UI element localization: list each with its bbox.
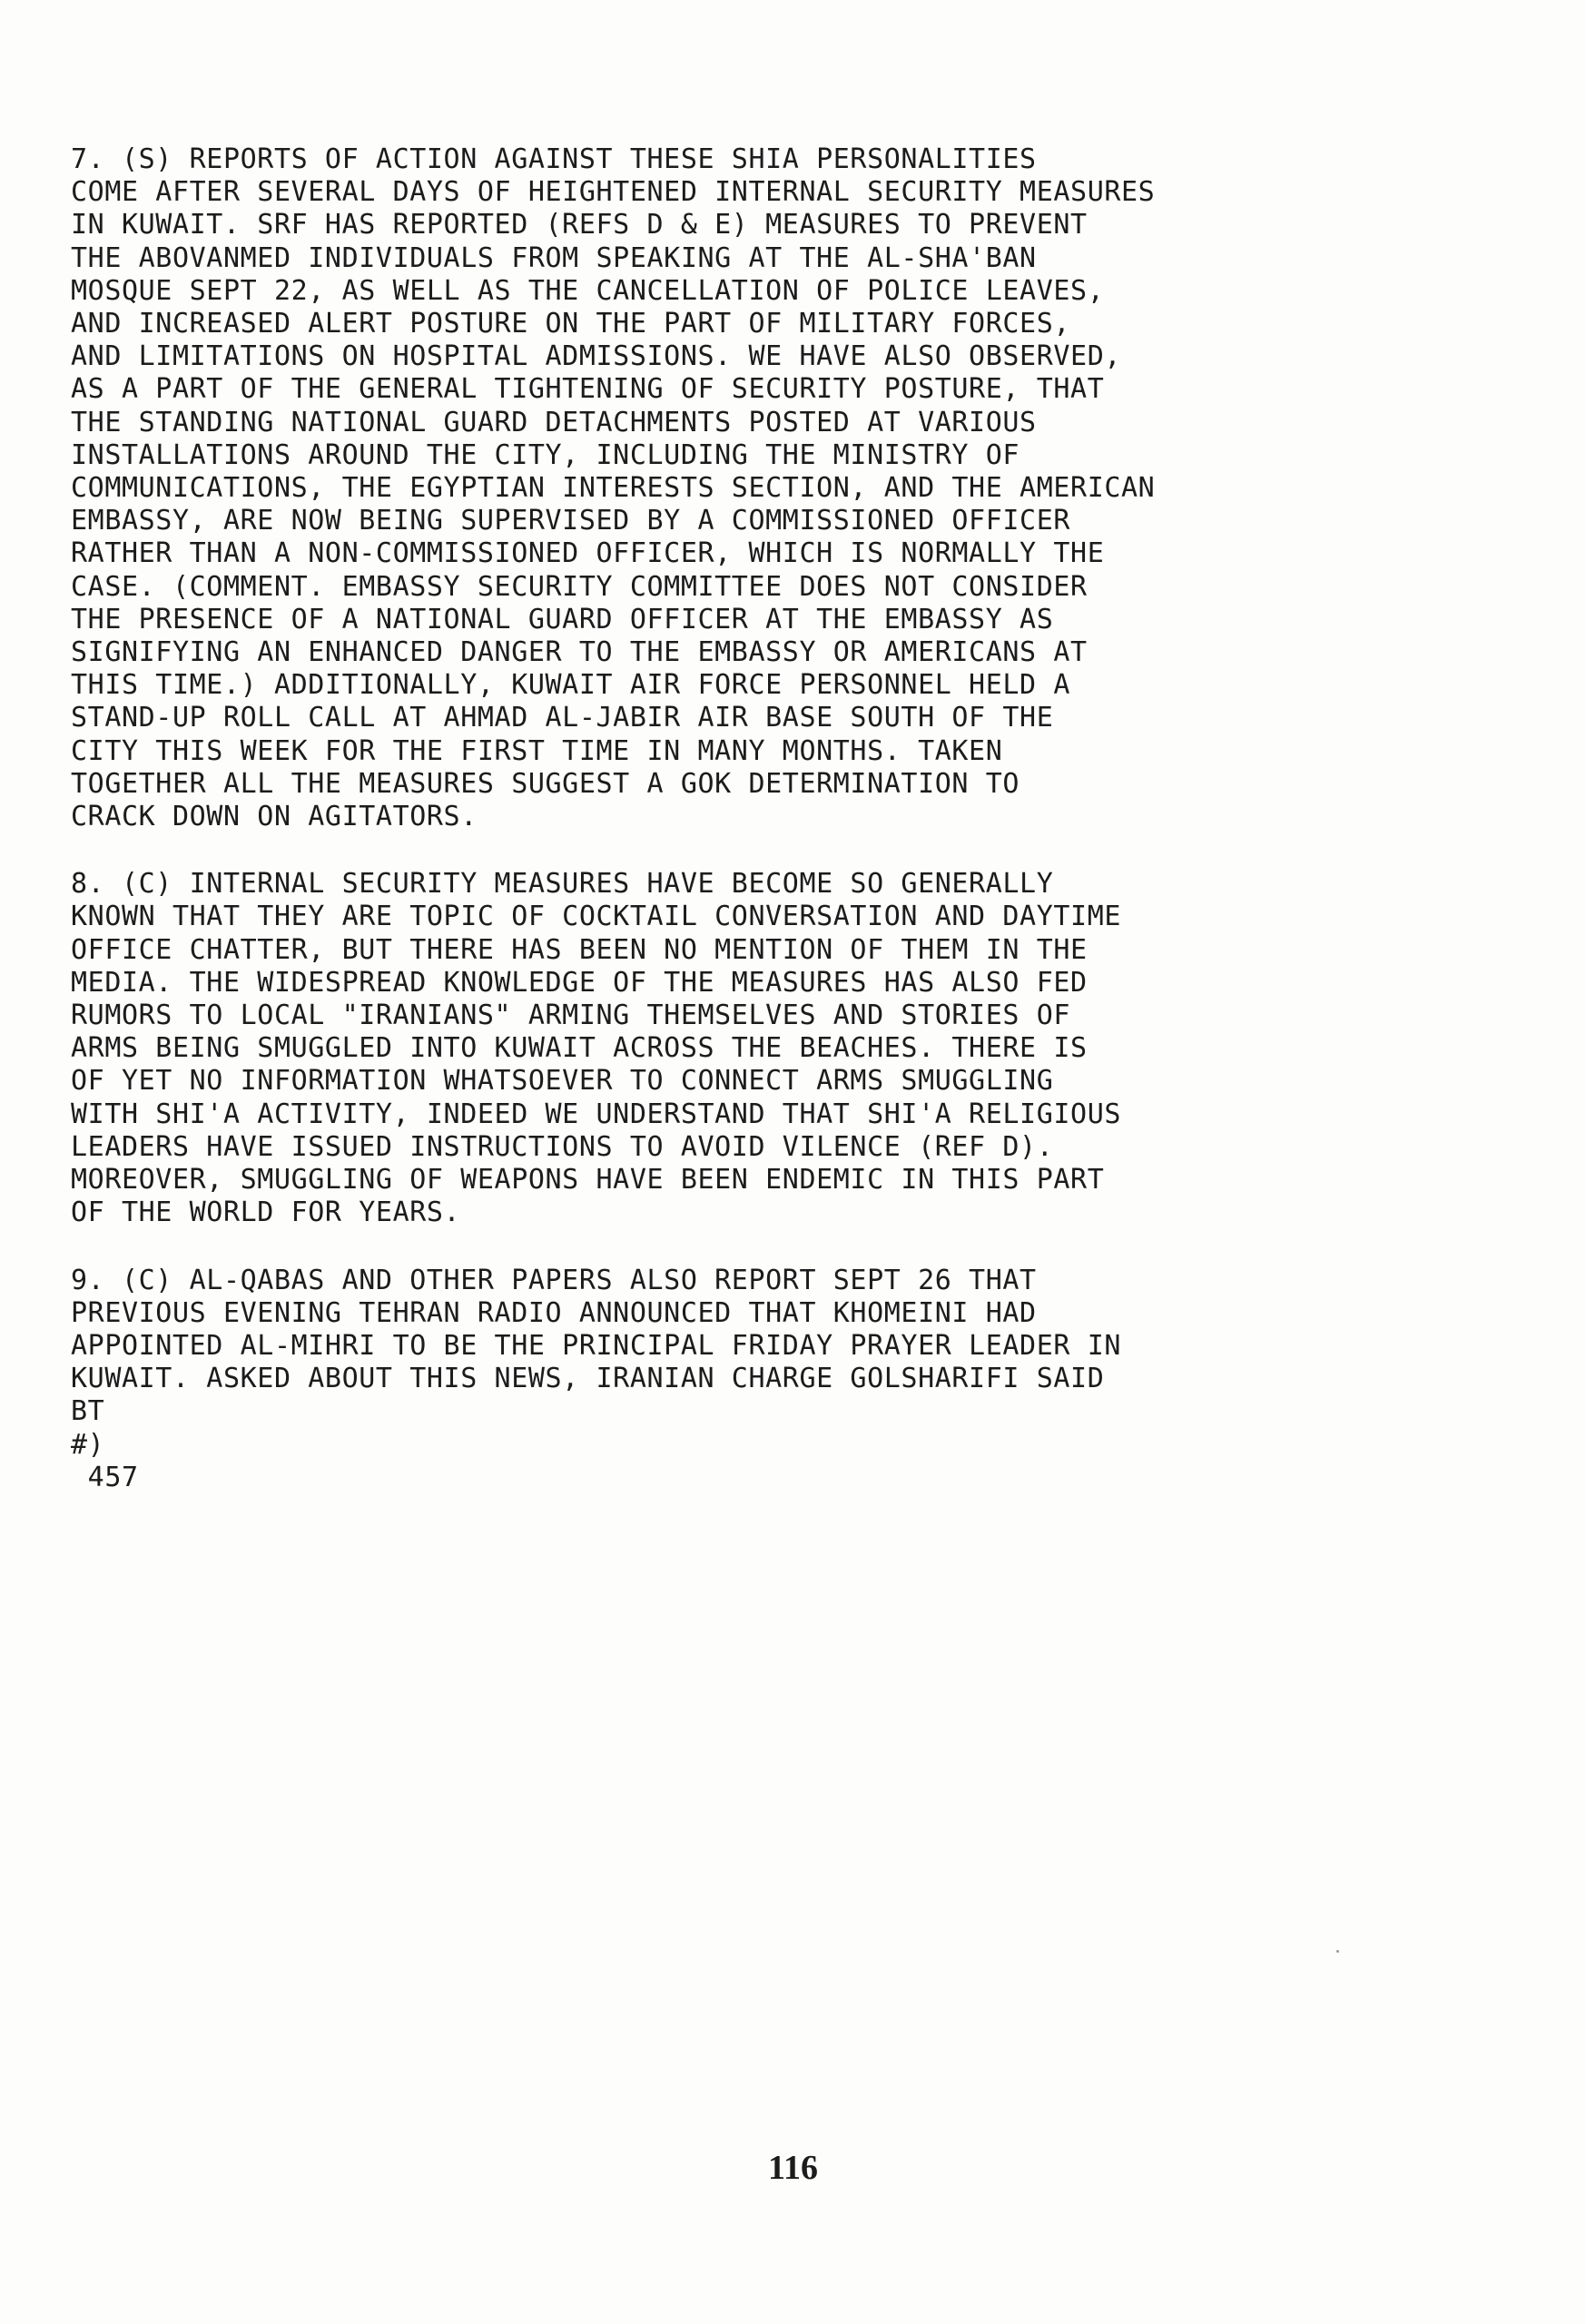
paragraph-spacer xyxy=(71,1230,1369,1265)
text-line: EMBASSY, ARE NOW BEING SUPERVISED BY A COMMISSIONED OFFICER xyxy=(71,505,1071,537)
text-line: STAND-UP ROLL CALL AT AHMAD AL-JABIR AIR BASE SOUTH OF THE xyxy=(71,702,1054,734)
text-line: MOSQUE SEPT 22, AS WELL AS THE CANCELLATION OF POLICE LEAVES, xyxy=(71,274,1105,307)
text-line: RUMORS TO LOCAL "IRANIANS" ARMING THEMSELVES AND STORIES OF xyxy=(71,1000,1071,1032)
trailer-line: 457 xyxy=(71,1461,139,1493)
cable-trailer xyxy=(71,1395,1369,1494)
text-line: WITH SHI'A ACTIVITY, INDEED WE UNDERSTAND THAT SHI'A RELIGIOUS xyxy=(71,1098,1122,1130)
text-line: ARMS BEING SMUGGLED INTO KUWAIT ACROSS THE BEACHES. THERE IS xyxy=(71,1032,1088,1065)
text-line: PREVIOUS EVENING TEHRAN RADIO ANNOUNCED THAT KHOMEINI HAD xyxy=(71,1296,1037,1329)
text-line: RATHER THAN A NON-COMMISSIONED OFFICER, WHICH IS NORMALLY THE xyxy=(71,537,1105,570)
trailer-line: BT xyxy=(71,1395,105,1428)
text-line: 8. (C) INTERNAL SECURITY MEASURES HAVE BECOME SO GENERALLY xyxy=(71,868,1054,901)
text-line: COME AFTER SEVERAL DAYS OF HEIGHTENED INTERNAL SECURITY MEASURES xyxy=(71,176,1156,209)
text-line: INSTALLATIONS AROUND THE CITY, INCLUDING THE MINISTRY OF xyxy=(71,438,1020,471)
text-line: THE STANDING NATIONAL GUARD DETACHMENTS POSTED AT VARIOUS xyxy=(71,406,1037,438)
paragraph-9 xyxy=(71,1265,1369,1396)
text-line: CASE. (COMMENT. EMBASSY SECURITY COMMITTEE DOES NOT CONSIDER xyxy=(71,570,1088,603)
text-line: AND INCREASED ALERT POSTURE ON THE PART OF MILITARY FORCES, xyxy=(71,308,1071,340)
text-line: THE PRESENCE OF A NATIONAL GUARD OFFICER AT THE EMBASSY AS xyxy=(71,603,1054,635)
text-line: LEADERS HAVE ISSUED INSTRUCTIONS TO AVOID VILENCE (REF D). xyxy=(71,1130,1054,1163)
text-line: 9. (C) AL-QABAS AND OTHER PAPERS ALSO REPORT SEPT 26 THAT xyxy=(71,1264,1037,1296)
text-line: THE ABOVANMED INDIVIDUALS FROM SPEAKING AT THE AL-SHA'BAN xyxy=(71,241,1037,274)
text-line: OFFICE CHATTER, BUT THERE HAS BEEN NO MENTION OF THEM IN THE xyxy=(71,933,1088,966)
text-line: CITY THIS WEEK FOR THE FIRST TIME IN MANY MONTHS. TAKEN xyxy=(71,734,1003,767)
text-line: OF THE WORLD FOR YEARS. xyxy=(71,1196,461,1229)
page-number: 116 xyxy=(768,2149,818,2187)
cable-text-body xyxy=(71,143,1369,1494)
text-line: SIGNIFYING AN ENHANCED DANGER TO THE EMBASSY OR AMERICANS AT xyxy=(71,636,1088,669)
text-line: AS A PART OF THE GENERAL TIGHTENING OF SECURITY POSTURE, THAT xyxy=(71,373,1105,406)
text-line: IN KUWAIT. SRF HAS REPORTED (REFS D & E) MEASURES TO PREVENT xyxy=(71,209,1088,241)
text-line: 7. (S) REPORTS OF ACTION AGAINST THESE SHIA PERSONALITIES xyxy=(71,143,1037,175)
text-line: KNOWN THAT THEY ARE TOPIC OF COCKTAIL CONVERSATION AND DAYTIME xyxy=(71,901,1122,933)
text-line: OF YET NO INFORMATION WHATSOEVER TO CONNECT ARMS SMUGGLING xyxy=(71,1065,1054,1098)
paragraph-7 xyxy=(71,143,1369,833)
text-line: APPOINTED AL-MIHRI TO BE THE PRINCIPAL FRIDAY PRAYER LEADER IN xyxy=(71,1329,1122,1362)
text-line: MOREOVER, SMUGGLING OF WEAPONS HAVE BEEN ENDEMIC IN THIS PART xyxy=(71,1164,1105,1196)
text-line: AND LIMITATIONS ON HOSPITAL ADMISSIONS. WE HAVE ALSO OBSERVED, xyxy=(71,340,1122,373)
text-line: COMMUNICATIONS, THE EGYPTIAN INTERESTS SECTION, AND THE AMERICAN xyxy=(71,472,1156,505)
scan-speck xyxy=(1336,1950,1339,1953)
text-line: CRACK DOWN ON AGITATORS. xyxy=(71,801,478,833)
paragraph-spacer xyxy=(71,833,1369,868)
paragraph-8 xyxy=(71,868,1369,1229)
trailer-line: #) xyxy=(71,1428,105,1461)
text-line: TOGETHER ALL THE MEASURES SUGGEST A GOK DETERMINATION TO xyxy=(71,767,1020,800)
text-line: THIS TIME.) ADDITIONALLY, KUWAIT AIR FORCE PERSONNEL HELD A xyxy=(71,669,1071,702)
text-line: MEDIA. THE WIDESPREAD KNOWLEDGE OF THE MEASURES HAS ALSO FED xyxy=(71,966,1088,999)
text-line: KUWAIT. ASKED ABOUT THIS NEWS, IRANIAN CHARGE GOLSHARIFI SAID xyxy=(71,1363,1105,1395)
